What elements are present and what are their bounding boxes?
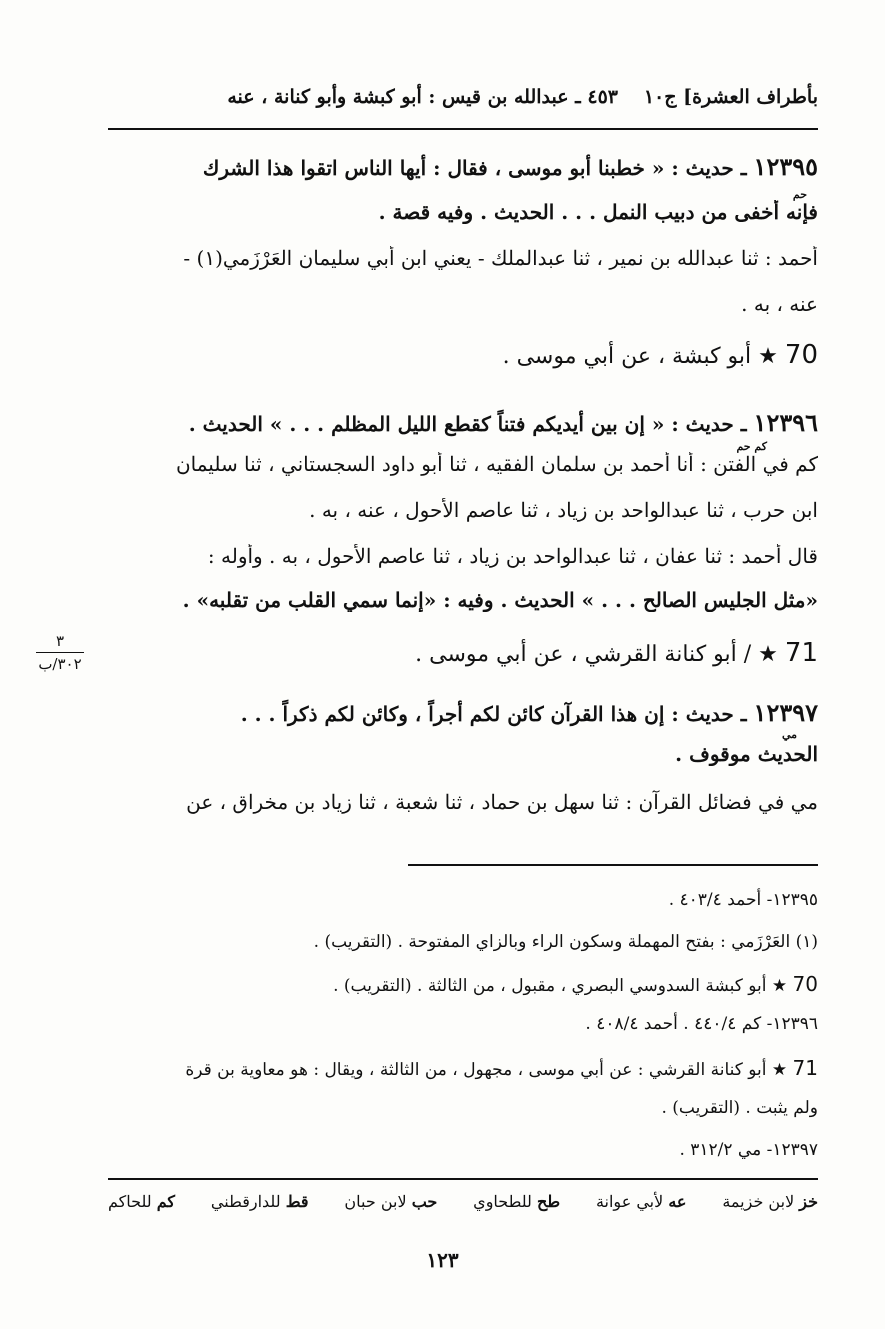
narrator-heading-70 — [108, 340, 818, 370]
abbr-item: قط للدارقطني — [210, 1192, 309, 1211]
abbr-item: خز لابن خزيمة — [722, 1192, 818, 1211]
running-header — [108, 82, 818, 118]
hadith-12396-line-5: «مثل الجليس الصالح . . . » الحديث . وفيه : «إنما سمي القلب من تقلبه» . — [182, 588, 818, 612]
hadith-number: ١٢٣٩٦ — [753, 408, 818, 437]
margin-folio-ref: ٣ ٣٠٢/ب — [30, 632, 90, 673]
hadith-12395-line-4: عنه ، به . — [741, 292, 818, 316]
footnote-3: 70 ★ أبو كبشة السدوسي البصري ، مقبول ، من الثالثة . (التقريب) . — [333, 972, 818, 996]
margin-divider — [36, 652, 84, 653]
page-number: ١٢٣ — [426, 1248, 459, 1272]
siglum: كم حم — [736, 440, 767, 453]
footnote-5: 71 ★ أبو كنانة القرشي : عن أبي موسى ، مجهول ، من الثالثة ، ويقال : هو معاوية بن قرة — [185, 1056, 818, 1080]
abbreviation-legend — [108, 1192, 818, 1211]
legend-divider — [108, 1178, 818, 1180]
hadith-12397-line-1: ١٢٣٩٧ ـ حديث : إن هذا القرآن كائن لكم أجراً ، وكائن لكم ذكراً . . . — [240, 698, 818, 727]
siglum: حم — [792, 188, 807, 201]
narrator-heading-71 — [108, 638, 818, 668]
siglum: مي — [781, 728, 797, 741]
narrator-heading-text: / أبو كنانة القرشي ، عن أبي موسى . — [415, 642, 752, 667]
narrator-number: 71 — [784, 638, 818, 668]
hadith-12396-line-2: كم في الفتن : أنا أحمد بن سلمان الفقيه ، ثنا أبو داود السجستاني ، ثنا سليمان — [175, 452, 818, 476]
footnote-7: ١٢٣٩٧- مي ٣١٢/٢ . — [679, 1140, 818, 1160]
narrator-heading-text: أبو كبشة ، عن أبي موسى . — [502, 344, 752, 369]
abbr-item: طح للطحاوي — [473, 1192, 561, 1211]
footnote-6: ولم يثبت . (التقريب) . — [661, 1098, 818, 1118]
narrator-number: 70 — [784, 340, 818, 370]
abbr-item: كم للحاكم — [108, 1192, 176, 1211]
header-divider — [108, 128, 818, 130]
header-title: ٤٥٣ ـ عبدالله بن قيس : أبو كبشة وأبو كنانة ، عنه — [227, 86, 618, 108]
footnote-2: (١) العَرْزَمي : بفتح المهملة وسكون الراء وبالزاي المفتوحة . (التقريب) . — [313, 932, 818, 952]
hadith-12397-line-3: مي في فضائل القرآن : ثنا سهل بن حماد ، ثنا شعبة ، ثنا زياد بن مخراق ، عن — [186, 790, 818, 814]
hadith-12396-line-3: ابن حرب ، ثنا عبدالواحد بن زياد ، ثنا عاصم الأحول ، عنه ، به . — [309, 498, 818, 522]
footnote-1: ١٢٣٩٥- أحمد ٤٠٣/٤ . — [668, 890, 818, 910]
header-volume: بأطراف العشرة] ج١٠ — [643, 86, 818, 108]
abbr-item: عه لأبي عوانة — [595, 1192, 687, 1211]
star-icon: ★ — [758, 642, 778, 667]
hadith-12395-line-1: ١٢٣٩٥ ـ حديث : « خطبنا أبو موسى ، فقال : أيها الناس اتقوا هذا الشرك — [202, 152, 818, 181]
hadith-12396-line-4: قال أحمد : ثنا عفان ، ثنا عبدالواحد بن زياد ، ثنا عاصم الأحول ، به . وأوله : — [207, 544, 818, 568]
hadith-12395-line-3: أحمد : ثنا عبدالله بن نمير ، ثنا عبدالملك - يعني ابن أبي سليمان العَرْزَمي(١) - — [183, 246, 818, 270]
hadith-12395-line-2: فإنه أخفى من دبيب النمل . . . الحديث . وفيه قصة . — [378, 200, 818, 224]
hadith-12396-line-1: ١٢٣٩٦ ـ حديث : « إن بين أيديكم فتناً كقطع الليل المظلم . . . » الحديث . — [188, 408, 818, 437]
footnote-4: ١٢٣٩٦- كم ٤٤٠/٤ . أحمد ٤٠٨/٤ . — [585, 1014, 818, 1034]
footnote-divider — [408, 864, 818, 866]
abbr-item: حب لابن حبان — [344, 1192, 438, 1211]
hadith-12397-line-2: الحديث موقوف . — [675, 742, 818, 766]
star-icon: ★ — [758, 344, 778, 369]
hadith-number: ١٢٣٩٥ — [753, 152, 818, 181]
hadith-number: ١٢٣٩٧ — [753, 698, 818, 727]
